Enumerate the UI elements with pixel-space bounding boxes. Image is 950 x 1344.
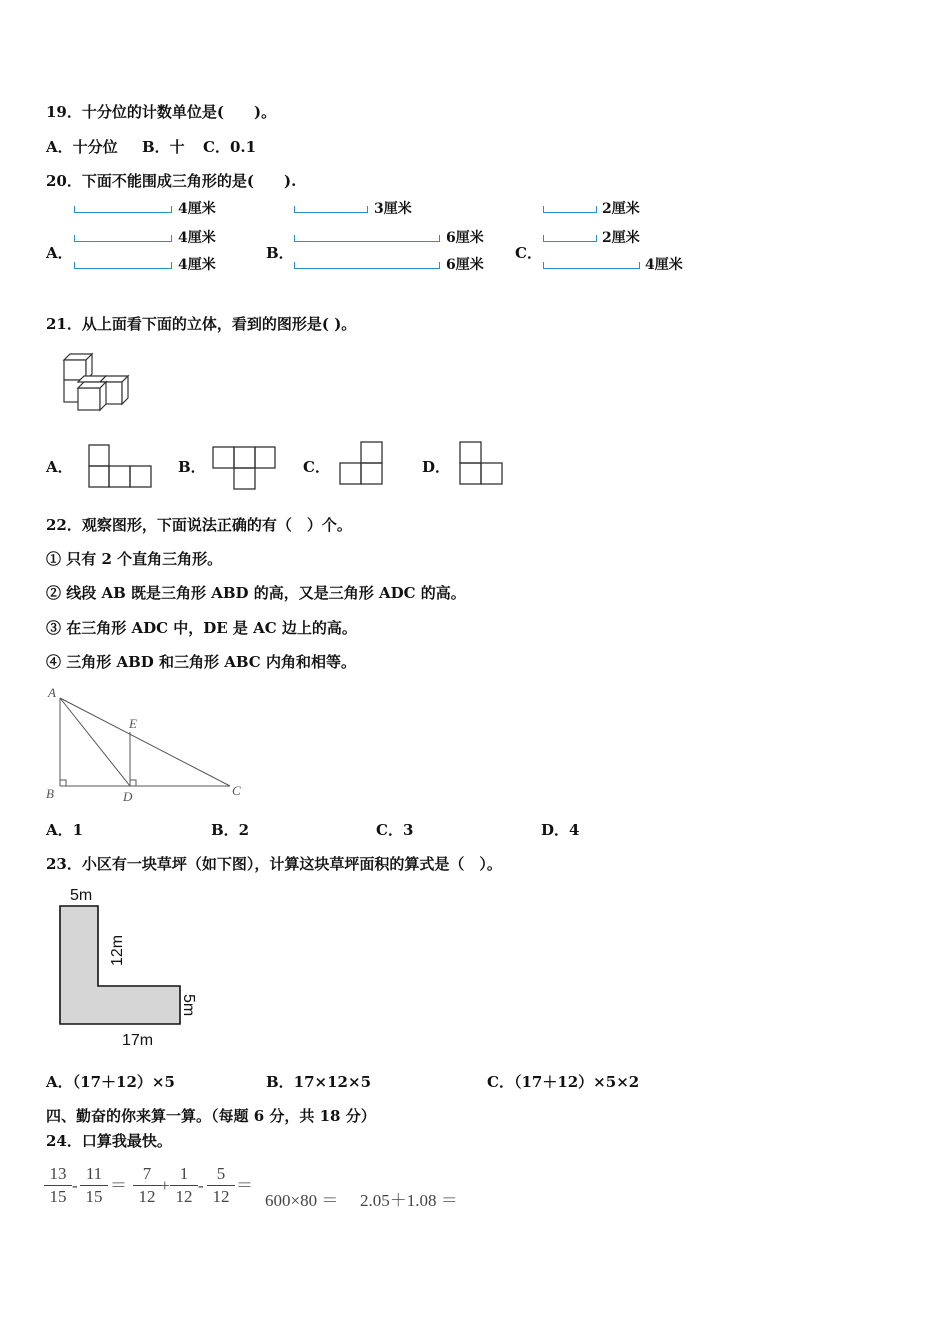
q22-option-c: C．3	[376, 821, 414, 839]
q19-stem: 19．十分位的计数单位是( )。	[46, 103, 277, 121]
q24-f2-n1: 7	[133, 1163, 161, 1186]
q22-stem: 22．观察图形，下面说法正确的有（ ）个。	[46, 516, 352, 534]
q24-f1-n1: 13	[44, 1163, 72, 1186]
q24-f1-eq: ＝	[110, 1176, 127, 1195]
q22-label-e: E	[129, 716, 137, 731]
q20-option-b: B．	[266, 244, 294, 262]
q22-option-d: D．4	[541, 821, 580, 839]
q21-option-c-shape	[339, 441, 383, 485]
q21-solid-figure	[58, 350, 138, 412]
q20-c-segment-3	[543, 262, 640, 269]
q20-b-segment-2	[294, 235, 440, 242]
q22-label-c: C	[232, 783, 241, 798]
q21-option-d: D．	[422, 458, 451, 476]
q20-a-segment-1	[74, 206, 172, 213]
q20-c-segment-2	[543, 235, 597, 242]
q24-f2-n3: 5	[207, 1163, 235, 1186]
q22-label-d: D	[123, 789, 133, 804]
q24-f1-d2: 15	[85, 1187, 103, 1206]
q24-f2-d3: 12	[212, 1187, 230, 1206]
q23-label-bottom: 17m	[122, 1032, 154, 1049]
q22-label-b: B	[46, 786, 54, 801]
q24-f2-n2: 1	[170, 1163, 198, 1186]
q22-option-a: A．1	[46, 821, 84, 839]
q20-c-label-2: 2厘米	[602, 230, 640, 246]
q22-triangle-figure	[44, 684, 244, 804]
q20-c-label-1: 2厘米	[602, 201, 640, 217]
q22-label-a: A	[48, 685, 56, 700]
q23-stem: 23．小区有一块草坪（如下图），计算这块草坪面积的算式是（ ）。	[46, 855, 502, 873]
q24-f2-eq: ＝	[236, 1176, 253, 1195]
q24-f2-d2: 12	[175, 1187, 193, 1206]
q20-a-label-3: 4厘米	[178, 257, 216, 273]
q20-a-label-2: 4厘米	[178, 230, 216, 246]
q21-option-b: B．	[178, 458, 206, 476]
q23-option-b: B．17×12×5	[266, 1073, 372, 1091]
q20-b-label-3: 6厘米	[446, 257, 484, 273]
q19-option-c: C．0.1	[203, 138, 257, 156]
q23-label-inner: 12m	[109, 934, 126, 966]
q21-option-a: A．	[46, 458, 73, 476]
q24-e3: 600×80 ＝	[265, 1191, 339, 1210]
q21-option-d-shape	[459, 441, 503, 485]
q22-statement-4: ④ 三角形 ABD 和三角形 ABC 内角和相等。	[46, 653, 356, 671]
q20-a-segment-3	[74, 262, 172, 269]
q24-f2-op1: +	[160, 1176, 170, 1195]
q20-c-label-3: 4厘米	[645, 257, 683, 273]
q20-b-label-1: 3厘米	[374, 201, 412, 217]
q23-label-right: 5m	[180, 994, 197, 1017]
q20-option-a: A．	[46, 244, 73, 262]
q20-a-label-1: 4厘米	[178, 201, 216, 217]
q22-statement-1: ① 只有 2 个直角三角形。	[46, 550, 223, 568]
q20-stem: 20．下面不能围成三角形的是( ).	[46, 172, 297, 190]
q19-option-a: A．十分位	[46, 138, 118, 156]
q20-b-segment-3	[294, 262, 440, 269]
q21-option-b-shape	[212, 446, 276, 490]
q22-option-b: B．2	[211, 821, 250, 839]
q24-f1-op: -	[72, 1176, 78, 1195]
q23-label-top: 5m	[70, 887, 93, 904]
q24-e4: 2.05＋1.08 ＝	[360, 1191, 458, 1210]
q24-f2-d1: 12	[138, 1187, 156, 1206]
q22-statement-3: ③ 在三角形 ADC 中，DE 是 AC 边上的高。	[46, 619, 357, 637]
q24-f2-op2: -	[198, 1176, 204, 1195]
q23-lawn-figure	[56, 882, 216, 1052]
q21-option-a-shape	[88, 444, 152, 488]
q24-f1-d1: 15	[49, 1187, 67, 1206]
q21-option-c: C．	[303, 458, 330, 476]
q22-statement-2: ② 线段 AB 既是三角形 ABD 的高，又是三角形 ADC 的高。	[46, 584, 466, 602]
q23-option-c: C．（17＋12）×5×2	[487, 1073, 640, 1091]
q20-c-segment-1	[543, 206, 597, 213]
q24-f2-fraction-2	[170, 1163, 198, 1208]
q20-b-label-2: 6厘米	[446, 230, 484, 246]
q20-a-segment-2	[74, 235, 172, 242]
q24-f1-fraction-1	[44, 1163, 72, 1208]
q24-stem: 24．口算我最快。	[46, 1132, 172, 1150]
section4-heading: 四、勤奋的你来算一算。（每题 6 分，共 18 分）	[46, 1107, 376, 1125]
q24-f2-fraction-3	[207, 1163, 235, 1208]
q24-f1-n2: 11	[80, 1163, 108, 1186]
q24-f2-fraction-1	[133, 1163, 161, 1208]
q23-option-a: A．（17＋12）×5	[46, 1073, 175, 1091]
q21-stem: 21．从上面看下面的立体，看到的图形是( )。	[46, 315, 357, 333]
q19-option-b: B．十	[142, 138, 185, 156]
q20-option-c: C．	[515, 244, 542, 262]
q20-b-segment-1	[294, 206, 368, 213]
q24-f1-fraction-2	[80, 1163, 108, 1208]
